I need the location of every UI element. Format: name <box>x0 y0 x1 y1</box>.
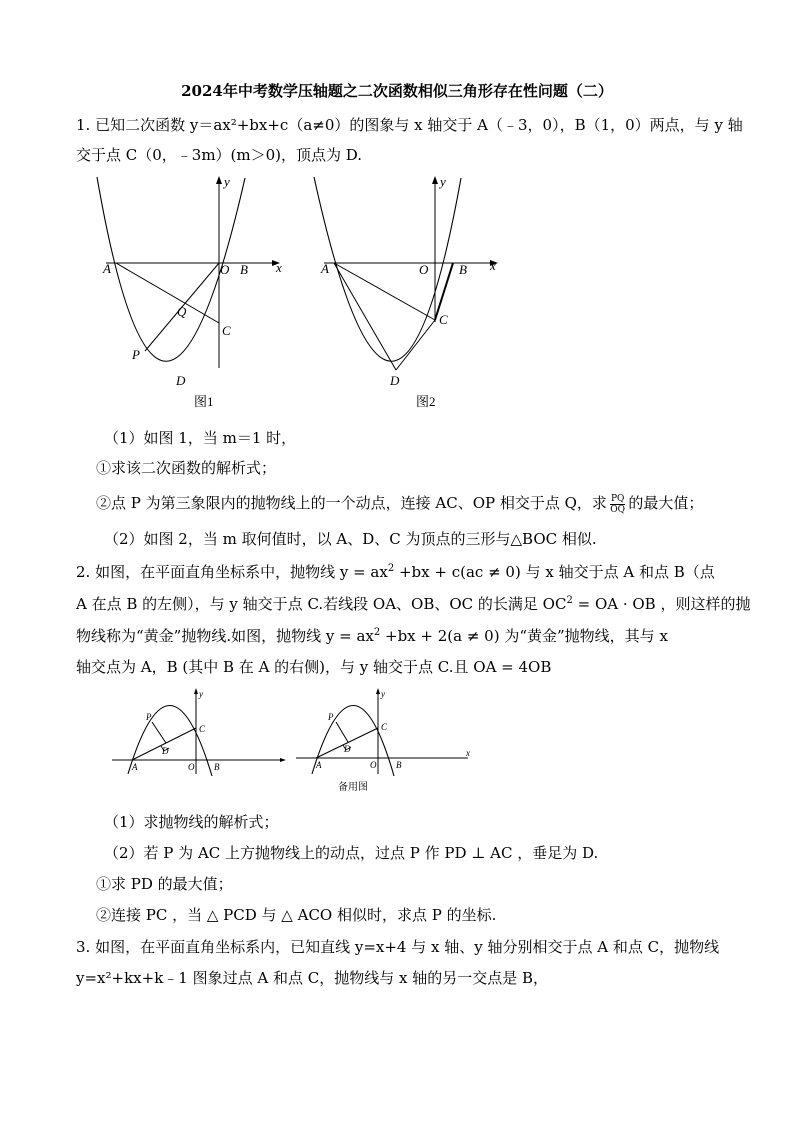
fig3-label-y: y <box>199 689 203 699</box>
q2-line-2-a: A 在点 B 的左侧），与 y 轴交于点 C.若线段 OA、OB、OC 的长满足 OC <box>76 595 567 613</box>
fig2-caption: 图2 <box>416 394 436 409</box>
fig2-label-y: y <box>440 174 446 189</box>
fig3-label-a: A <box>132 762 138 772</box>
q3-line-2: y=x²+kx+k﹣1 图象过点 A 和点 C，抛物线与 x 轴的另一交点是 B， <box>76 969 549 987</box>
q1-part-1b-tail: 的最大值； <box>628 494 704 512</box>
q2-part-2b: ②连接 PC ，当 △ PCD 与 △ ACO 相似时，求点 P 的坐标. <box>96 906 497 924</box>
fig1-label-c: C <box>222 323 231 338</box>
fig1-label-q: Q <box>177 304 187 319</box>
fig2-y-arrow <box>432 176 438 184</box>
q2-line-1 <box>76 561 715 582</box>
q2-line-2-exp: 2 <box>566 595 573 606</box>
figure-backup <box>292 686 482 796</box>
fig4-label-d: D <box>344 744 351 754</box>
fig2-label-d: D <box>390 373 400 388</box>
q2-line-3-a: 物线称为“黄金”抛物线.如图，抛物线 y = ax <box>76 627 374 645</box>
fig4-segment-pd <box>336 722 348 742</box>
fig1-label-a: A <box>103 261 111 276</box>
fig1-label-b: B <box>240 262 248 277</box>
q2-line-2-b: = OA · OB ，则这样的抛 <box>572 595 751 613</box>
q1-line-2: 交于点 C（0，﹣3m）(m＞0)，顶点为 D. <box>76 146 363 164</box>
fig3-x-arrow <box>280 758 286 762</box>
fraction-pq-oq <box>610 494 625 515</box>
fig3-label-b: B <box>214 762 220 772</box>
fig4-label-c: C <box>381 722 388 732</box>
fig4-label-p: P <box>328 712 334 722</box>
fig1-label-y: y <box>224 174 230 189</box>
q3-line-1: 3. 如图，在平面直角坐标系内，已知直线 y=x+4 与 x 轴、y 轴分别相交于点 A 和点 C，抛物线 <box>76 938 720 956</box>
fig2-label-o: O <box>419 262 429 277</box>
q1-part-1: （1）如图 1，当 m＝1 时， <box>104 429 297 447</box>
q2-line-4: 轴交点为 A，B (其中 B 在 A 的右侧)，与 y 轴交于点 C.且 OA = 4OB <box>76 658 552 676</box>
fig2-parabola <box>314 177 461 361</box>
fig1-label-d: D <box>176 373 186 388</box>
fig4-label-a: A <box>316 760 322 770</box>
fig4-label-o: O <box>370 760 377 770</box>
fig3-y-arrow <box>194 688 198 694</box>
q2-line-1-b: +bx + c(ac ≠ 0) 与 x 轴交于点 A 和点 B（点 <box>394 563 715 581</box>
fig1-caption: 图1 <box>194 394 214 409</box>
fig2-label-a: A <box>321 261 329 276</box>
fig1-label-p: P <box>132 347 140 362</box>
q2-part-2: （2）若 P 为 AC 上方抛物线上的动点，过点 P 作 PD ⊥ AC ，垂足为 D. <box>104 844 599 862</box>
q1-part-1b-text: ②点 P 为第三象限内的抛物线上的一个动点，连接 AC、OP 相交于点 Q，求 <box>96 494 607 512</box>
page-title: 2024年中考数学压轴题之二次函数相似三角形存在性问题（二） <box>181 82 613 100</box>
q2-line-2 <box>76 593 750 614</box>
fig4-label-y: y <box>381 689 385 699</box>
fig3-label-o: O <box>188 762 195 772</box>
fig1-label-o: O <box>220 262 230 277</box>
fig3-segment-pd <box>152 722 166 743</box>
fig2-label-x: x <box>490 258 496 273</box>
q2-line-3-b: +bx + 2(a ≠ 0) 为“黄金”抛物线，其与 x <box>380 627 668 645</box>
fig2-segment-ad <box>334 263 396 370</box>
fig1-y-arrow <box>216 176 222 184</box>
fig1-segment-ac <box>116 263 219 323</box>
fig3-label-p: P <box>146 712 152 722</box>
q2-part-2a: ①求 PD 的最大值； <box>96 875 233 893</box>
figure-3 <box>108 686 288 786</box>
q2-line-1-a: 2. 如图，在平面直角坐标系中，抛物线 y = ax <box>76 563 388 581</box>
fig4-label-b: B <box>396 760 402 770</box>
q2-line-3 <box>76 625 668 646</box>
fig2-label-b: B <box>459 262 467 277</box>
figure-2 <box>308 170 508 410</box>
q2-part-1: （1）求抛物线的解析式； <box>104 813 279 831</box>
q1-line-1: 1. 已知二次函数 y＝ax²+bx+c（a≠0）的图象与 x 轴交于 A（﹣3，0），B（1，0）两点，与 y 轴 <box>76 116 743 134</box>
q1-part-2: （2）如图 2，当 m 取何值时，以 A、D、C 为顶点的三形与△BOC 相似. <box>104 530 597 548</box>
q1-part-1b <box>96 492 703 515</box>
fraction-numerator: PQ <box>610 493 625 504</box>
fraction-denominator: OQ <box>610 504 626 515</box>
fig2-segment-dc <box>396 320 435 370</box>
fig4-label-x: x <box>466 748 470 758</box>
fig4-y-arrow <box>376 688 380 694</box>
q1-part-1a: ①求该二次函数的解析式； <box>96 459 277 477</box>
fig3-label-d: D <box>162 746 169 756</box>
fig1-label-x: x <box>276 260 282 275</box>
fig4-parabola <box>312 705 394 776</box>
fig3-label-c: C <box>199 724 206 734</box>
q2-line-1-exp: 2 <box>387 563 395 574</box>
fig2-label-c: C <box>439 312 448 327</box>
fig4-caption: 备用图 <box>338 782 368 793</box>
q2-line-3-exp: 2 <box>373 627 381 638</box>
figure-1 <box>90 170 300 410</box>
